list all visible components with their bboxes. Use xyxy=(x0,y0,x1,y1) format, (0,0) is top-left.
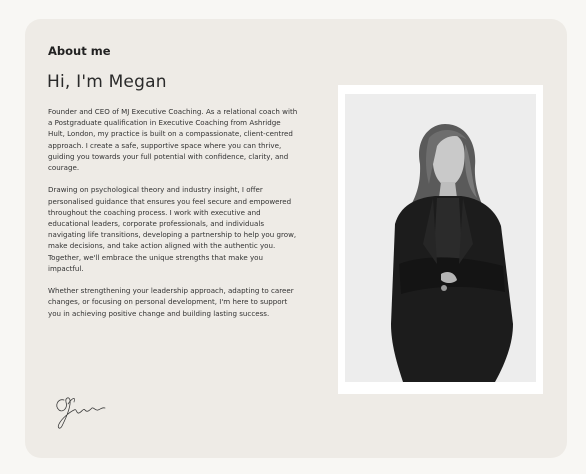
bio-paragraph: Drawing on psychological theory and industry insight, I offer personalised guidance that ensures you feel secure and empowered throughout the coaching process. I work with executive and educational leaders, corporate professionals, and individuals navigating life transitions, developing a partnership to help you grow, make decisions, and take action aligned with the authentic you. Together, we'll embrace the unique strengths that make you impactful. xyxy=(48,185,297,273)
bio-text xyxy=(48,106,298,330)
about-card xyxy=(25,19,567,458)
bio-paragraph: Founder and CEO of MJ Executive Coaching. As a relational coach with a Postgraduate qualification in Executive Coaching from Ashridge Hult, London, my practice is built on a compassionate, client-centred approach. I create a safe, supportive space where you can thrive, guiding you towards your full potential with confidence, clarity, and courage. xyxy=(48,107,298,173)
portrait-frame xyxy=(338,85,543,394)
section-label: About me xyxy=(48,44,111,58)
bio-paragraph: Whether strengthening your leadership approach, adapting to career changes, or focusing on personal development, I'm here to support you in achieving positive change and building lasting success. xyxy=(48,286,294,318)
portrait-photo xyxy=(345,94,536,382)
page-title: Hi, I'm Megan xyxy=(47,72,167,92)
signature-image xyxy=(50,388,110,432)
